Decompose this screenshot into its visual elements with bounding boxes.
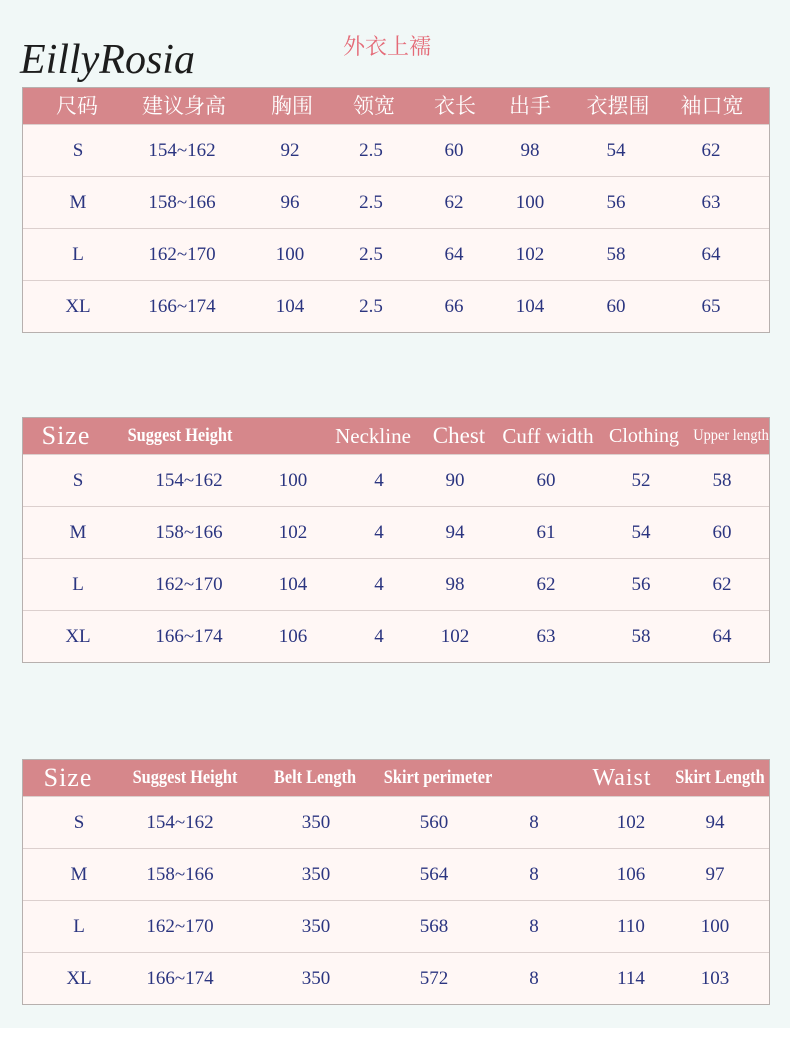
cell: 560 [419, 812, 449, 833]
header-cell: Belt Length [273, 767, 357, 788]
page-subtitle: 外衣上襦 [343, 35, 432, 60]
header-cell: 尺码 [56, 94, 98, 118]
page-bottom-strip [0, 1028, 790, 1044]
table-row [23, 610, 769, 662]
cell: XL [65, 296, 91, 317]
cell: 154~162 [155, 470, 223, 491]
cell: 98 [520, 140, 540, 161]
cell: 60 [606, 296, 626, 317]
header-cell: 出手 [509, 94, 551, 118]
cell: 2.5 [359, 244, 383, 265]
cell: 106 [278, 626, 308, 647]
table-row [23, 176, 769, 228]
header-cell: Skirt Length [675, 767, 765, 788]
header-cell: 衣摆围 [586, 94, 650, 118]
cell: 103 [700, 968, 730, 989]
cell: 8 [529, 864, 539, 885]
cell: M [70, 864, 88, 885]
header-cell: 胸围 [271, 94, 313, 118]
cell: 60 [536, 470, 556, 491]
cell: XL [65, 626, 91, 647]
cell: 54 [631, 522, 651, 543]
cell: 4 [374, 626, 384, 647]
header-cell: Size [43, 763, 93, 792]
header-cell: 领宽 [353, 94, 395, 118]
cell: L [72, 244, 84, 265]
cell: 62 [701, 140, 721, 161]
cell: 54 [606, 140, 626, 161]
cell: 100 [700, 916, 730, 937]
cell: 4 [374, 470, 384, 491]
cell: 350 [301, 812, 331, 833]
cell: S [72, 470, 84, 491]
table-header [23, 760, 769, 796]
cell: 154~162 [146, 812, 214, 833]
cell: 94 [705, 812, 725, 833]
cell: 100 [275, 244, 305, 265]
cell: 52 [631, 470, 651, 491]
header-cell: 袖口宽 [680, 94, 744, 118]
cell: 58 [712, 470, 732, 491]
cell: 158~166 [148, 192, 216, 213]
cell: 62 [536, 574, 556, 595]
table-row [23, 228, 769, 280]
cell: 102 [515, 244, 545, 265]
cell: 4 [374, 522, 384, 543]
cell: 102 [278, 522, 308, 543]
table-header [23, 418, 769, 454]
cell: 60 [712, 522, 732, 543]
cell: 65 [701, 296, 721, 317]
size-table-chinese [22, 87, 770, 333]
cell: 158~166 [146, 864, 214, 885]
header-cell: Suggest Height [132, 767, 238, 788]
cell: 92 [280, 140, 300, 161]
header-cell: Size [41, 421, 91, 450]
cell: S [72, 140, 84, 161]
cell: L [73, 916, 85, 937]
brand-logo: EillyRosia [20, 37, 195, 83]
size-table-top [22, 417, 770, 663]
cell: 8 [529, 968, 539, 989]
cell: 62 [712, 574, 732, 595]
header-cell: 建议身高 [142, 94, 226, 118]
cell: 162~170 [155, 574, 223, 595]
cell: 102 [616, 812, 646, 833]
cell: 96 [280, 192, 300, 213]
header-cell: 衣长 [434, 94, 476, 118]
cell: 100 [278, 470, 308, 491]
table-row [23, 848, 769, 900]
cell: 166~174 [155, 626, 223, 647]
cell: 8 [529, 812, 539, 833]
cell: 568 [419, 916, 449, 937]
cell: 63 [701, 192, 721, 213]
cell: 104 [278, 574, 308, 595]
cell: 350 [301, 968, 331, 989]
cell: 110 [617, 916, 645, 937]
cell: 64 [444, 244, 464, 265]
cell: 350 [301, 916, 331, 937]
cell: 60 [444, 140, 464, 161]
header-cell: Waist [592, 765, 652, 791]
table-row [23, 900, 769, 952]
cell: 58 [631, 626, 651, 647]
table-header [23, 88, 769, 124]
table-row [23, 280, 769, 332]
cell: 158~166 [155, 522, 223, 543]
cell: 114 [617, 968, 645, 989]
cell: S [73, 812, 85, 833]
cell: 2.5 [359, 140, 383, 161]
cell: 97 [705, 864, 725, 885]
cell: 102 [440, 626, 470, 647]
cell: 106 [616, 864, 646, 885]
cell: 56 [606, 192, 626, 213]
cell: 94 [445, 522, 465, 543]
cell: L [72, 574, 84, 595]
cell: 64 [701, 244, 721, 265]
table-row [23, 506, 769, 558]
cell: 64 [712, 626, 732, 647]
cell: 104 [275, 296, 305, 317]
cell: 162~170 [148, 244, 216, 265]
cell: 572 [419, 968, 449, 989]
header-cell: Neckline [335, 424, 411, 448]
cell: 162~170 [146, 916, 214, 937]
cell: 166~174 [148, 296, 216, 317]
header-cell: Cuff width [502, 424, 594, 448]
table-row [23, 124, 769, 176]
size-table-skirt [22, 759, 770, 1005]
cell: 90 [445, 470, 465, 491]
table-row [23, 558, 769, 610]
cell: 56 [631, 574, 651, 595]
cell: 2.5 [359, 192, 383, 213]
cell: 4 [374, 574, 384, 595]
cell: XL [66, 968, 92, 989]
cell: 2.5 [359, 296, 383, 317]
table-row [23, 952, 769, 1004]
cell: 154~162 [148, 140, 216, 161]
cell: 63 [536, 626, 556, 647]
header-cell: Upper length [693, 427, 769, 444]
cell: 100 [515, 192, 545, 213]
table-row [23, 454, 769, 506]
cell: 564 [419, 864, 449, 885]
header-cell: Suggest Height [127, 425, 233, 446]
cell: 61 [536, 522, 556, 543]
cell: M [69, 192, 87, 213]
table-row [23, 796, 769, 848]
cell: M [69, 522, 87, 543]
cell: 166~174 [146, 968, 214, 989]
header-cell: Clothing [608, 425, 680, 447]
header-cell: Skirt perimeter [383, 767, 493, 788]
cell: 350 [301, 864, 331, 885]
cell: 62 [444, 192, 464, 213]
cell: 98 [445, 574, 465, 595]
cell: 66 [444, 296, 464, 317]
cell: 8 [529, 916, 539, 937]
cell: 58 [606, 244, 626, 265]
cell: 104 [515, 296, 545, 317]
header-cell: Chest [432, 423, 486, 448]
